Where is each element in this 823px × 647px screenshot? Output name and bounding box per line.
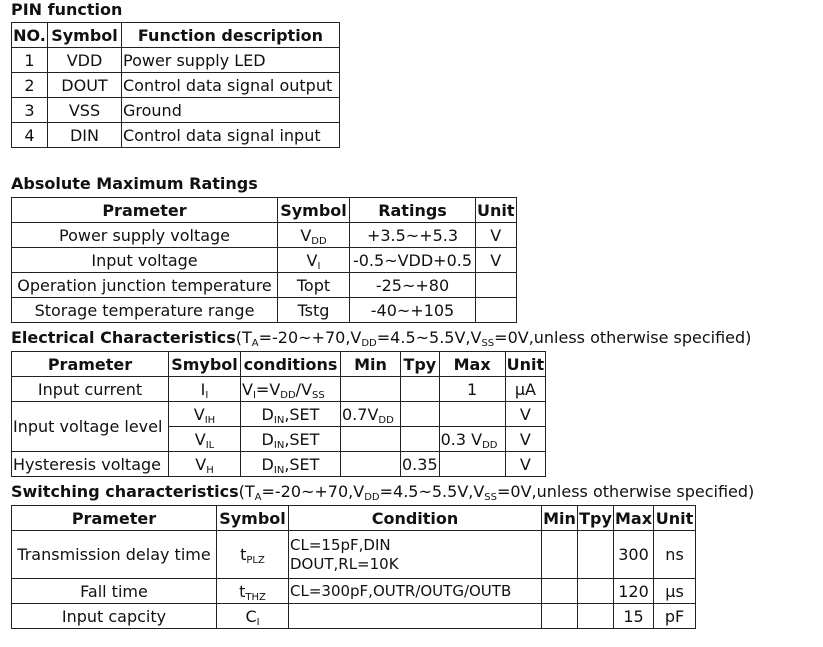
min-cell [341,427,401,452]
col-header-unit: Unit [476,198,517,223]
symbol-cell: $V_{DD}$ [278,223,350,248]
typ-cell [401,377,440,402]
symbol-cell: $I_I$ [169,377,241,402]
param-cell: Hysteresis voltage [12,452,169,477]
col-header-parameter: Prameter [12,198,278,223]
unit-cell: μs [654,579,696,604]
symbol-cell: $V_{IH}$ [169,402,241,427]
abs-max-heading: Absolute Maximum Ratings [11,174,258,193]
max-cell: 300 [614,531,654,579]
col-header-symbol: Smybol [169,352,241,377]
unit-cell: V [476,248,517,273]
min-cell [542,579,578,604]
min-cell [542,604,578,629]
table-row [12,98,340,123]
abs-max-table [11,197,517,323]
unit-cell: ns [654,531,696,579]
table-header-row [12,352,546,377]
min-cell [542,531,578,579]
col-header-symbol: Symbol [278,198,350,223]
unit-cell: V [505,452,546,477]
table-row [12,123,340,148]
pin-function-table [11,22,340,148]
symbol-cell: Tstg [278,298,350,323]
typ-cell [578,604,614,629]
col-header-conditions: conditions [241,352,341,377]
rating-cell: -40~+105 [350,298,476,323]
col-header-condition: Condition [289,506,542,531]
table-row [12,604,696,629]
col-header-symbol: Symbol [217,506,289,531]
col-header-typ: Tpy [401,352,440,377]
min-cell [341,452,401,477]
switching-title: Switching characteristics [11,482,239,501]
table-row [12,377,546,402]
table-row [12,298,517,323]
unit-cell: V [505,427,546,452]
rating-cell: -25~+80 [350,273,476,298]
electrical-title: Electrical Characteristics [11,328,236,347]
typ-cell [578,531,614,579]
unit-cell: V [505,402,546,427]
table-header-row [12,198,517,223]
param-cell: Input capcity [12,604,217,629]
col-header-max: Max [439,352,505,377]
pin-symbol: VSS [48,98,122,123]
table-row [12,73,340,98]
symbol-cell: $t_{PLZ}$ [217,531,289,579]
rating-cell: +3.5~+5.3 [350,223,476,248]
pin-no: 4 [12,123,48,148]
param-cell: Power supply voltage [12,223,278,248]
symbol-cell: $t_{THZ}$ [217,579,289,604]
param-cell: Input current [12,377,169,402]
condition-cell: $V_I=V_{DD}/V_{SS}$ [241,377,341,402]
param-cell: Storage temperature range [12,298,278,323]
max-cell [439,452,505,477]
symbol-cell: $V_I$ [278,248,350,273]
condition-cell: $D_{IN},SET$ [241,402,341,427]
electrical-table [11,351,546,477]
unit-cell: μA [505,377,546,402]
unit-cell [476,273,517,298]
param-cell: Transmission delay time [12,531,217,579]
symbol-cell: $C_I$ [217,604,289,629]
switching-heading [11,483,754,501]
pin-no: 2 [12,73,48,98]
col-header-typ: Tpy [578,506,614,531]
col-header-symbol: Symbol [48,23,122,48]
typ-cell [578,579,614,604]
unit-cell [476,298,517,323]
condition-cell [289,531,542,579]
symbol-cell: $V_{IL}$ [169,427,241,452]
table-row [12,402,546,427]
pin-description: Control data signal output [122,73,340,98]
param-cell: Input voltage [12,248,278,273]
pin-description: Ground [122,98,340,123]
switching-conditions: ($T_A=-20\sim+70,V_{DD}=4.5\sim 5.5V,V_{SS}=0V,unless$ otherwise specified) [238,482,755,503]
electrical-conditions: ($T_A=-20\sim+70,V_{DD}=4.5\sim 5.5V,V_{SS}=0V,unless$ otherwise specified) [235,328,752,349]
pin-symbol: DIN [48,123,122,148]
table-row [12,452,546,477]
col-header-min: Min [341,352,401,377]
table-row [12,48,340,73]
col-header-ratings: Ratings [350,198,476,223]
max-cell: 1 [439,377,505,402]
condition-cell: CL=300pF,OUTR/OUTG/OUTB [289,579,542,604]
condition-cell: $D_{IN},SET$ [241,427,341,452]
table-row [12,579,696,604]
col-header-unit: Unit [654,506,696,531]
col-header-no: NO. [12,23,48,48]
electrical-heading [11,329,751,347]
symbol-cell: Topt [278,273,350,298]
col-header-max: Max [614,506,654,531]
pin-no: 1 [12,48,48,73]
min-cell: $0.7V_{DD}$ [341,402,401,427]
pin-symbol: VDD [48,48,122,73]
unit-cell: pF [654,604,696,629]
switching-table [11,505,696,629]
rating-cell: -0.5~VDD+0.5 [350,248,476,273]
pin-function-heading: PIN function [11,0,123,19]
min-cell [341,377,401,402]
typ-cell: 0.35 [401,452,440,477]
col-header-min: Min [542,506,578,531]
condition-line-1: CL=15pF,DIN [290,535,391,554]
param-cell: Input voltage level [12,402,169,452]
pin-no: 3 [12,98,48,123]
param-cell: Fall time [12,579,217,604]
table-header-row [12,23,340,48]
col-header-function: Function description [122,23,340,48]
col-header-parameter: Prameter [12,506,217,531]
pin-description: Control data signal input [122,123,340,148]
typ-cell [401,427,440,452]
table-row [12,273,517,298]
table-header-row [12,506,696,531]
condition-cell: $D_{IN},SET$ [241,452,341,477]
max-cell [439,402,505,427]
unit-cell: V [476,223,517,248]
max-cell: 15 [614,604,654,629]
condition-cell [289,604,542,629]
pin-description: Power supply LED [122,48,340,73]
condition-line-2: DOUT,RL=10K [290,554,399,573]
pin-symbol: DOUT [48,73,122,98]
table-row [12,223,517,248]
max-cell: 0.3 $V_{DD}$ [439,427,505,452]
symbol-cell: $V_H$ [169,452,241,477]
typ-cell [401,402,440,427]
param-cell: Operation junction temperature [12,273,278,298]
col-header-unit: Unit [505,352,546,377]
table-row [12,531,696,579]
table-row [12,248,517,273]
col-header-parameter: Prameter [12,352,169,377]
max-cell: 120 [614,579,654,604]
